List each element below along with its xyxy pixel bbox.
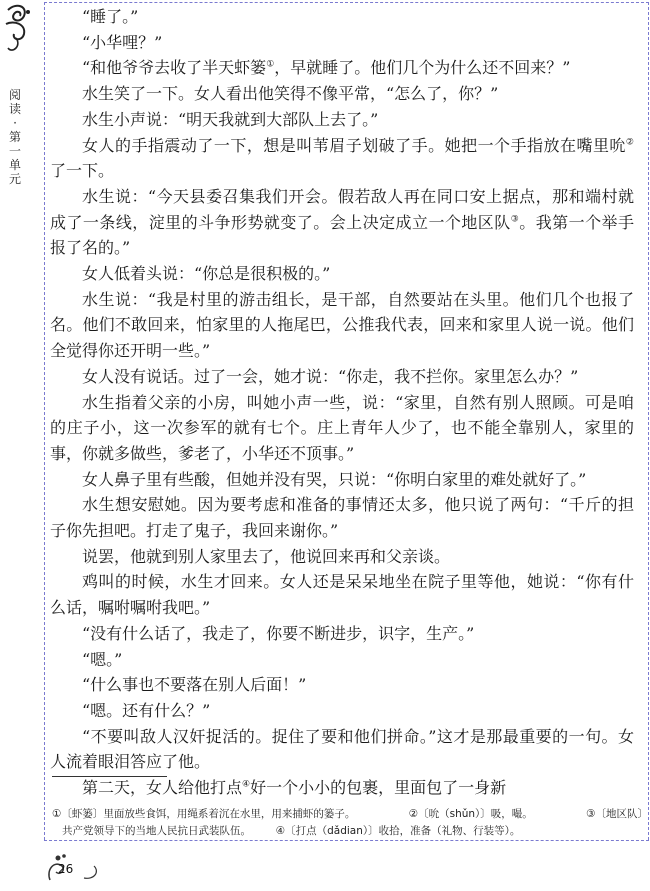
footnote-line (52, 806, 648, 823)
paragraph: “嗯。” (82, 649, 123, 669)
footnotes (52, 806, 648, 840)
paragraph: “嗯。还有什么？” (82, 700, 211, 720)
story-text (50, 4, 634, 801)
paragraph: “什么事也不要落在别人后面！” (82, 675, 307, 695)
section-label-char: 元 (8, 172, 21, 186)
paragraph: 第二天，女人给他打点④好一个小小的包裹，里面包了一身新 (82, 778, 507, 798)
page-frame-top (44, 2, 649, 3)
paragraph: 水生想安慰她。因为要考虑和准备的事情还太多，他只说了两句：“千斤的担子你先担吧。打走了鬼子，我回来谢你。” (50, 495, 634, 541)
section-label-char: 单 (8, 158, 21, 172)
page-number-ornament-icon (44, 850, 104, 886)
paragraph: 水生指着父亲的小房，叫她小声一些，说：“家里，自然有别人照顾。可是咱的庄子小，这一次参军的就有七个。庄上青年人少了，也不能全靠别人，家里的事，你就多做些，爹老了，小华还不顶事。” (50, 392, 634, 463)
footnote-line (52, 823, 648, 840)
paragraph: “小华哩？” (82, 32, 163, 52)
section-label-char: 第 (8, 130, 21, 144)
footnote-marker[interactable]: ② (625, 137, 634, 148)
page-frame-right (648, 2, 649, 840)
paragraph: 水生说：“今天县委召集我们开会。假若敌人再在同口安上据点，那和端村就成了一条线，淀里的斗争形势就变了。会上决定成立一个地区队③。我第一个举手报了名的。” (50, 186, 634, 258)
paragraph: 女人鼻子里有些酸，但她并没有哭，只说：“你明白家里的难处就好了。” (82, 469, 587, 489)
section-label (4, 88, 26, 186)
footnote-3-term: ③〔地区队〕 (586, 808, 648, 820)
page-frame-bottom (44, 840, 649, 841)
footnote-1: ①〔虾篓〕里面放些食饵，用绳系着沉在水里，用来捕虾的篓子。 (52, 808, 356, 820)
paragraph: 水生笑了一下。女人看出他笑得不像平常，“怎么了，你？” (82, 84, 499, 104)
footnote-divider (52, 776, 167, 777)
paragraph: 女人的手指震动了一下，想是叫苇眉子划破了手。她把一个手指放在嘴里吮②了一下。 (50, 135, 634, 181)
section-label-char: · (13, 116, 17, 130)
section-label-char: 一 (8, 144, 21, 158)
footnote-2: ②〔吮（shǔn）〕吸，嘬。 (408, 808, 533, 820)
footnote-marker[interactable]: ① (266, 60, 275, 71)
paragraph: 水生说：“我是村里的游击组长，是干部，自然要站在头里。他们几个也报了名。他们不敢回来，怕家里的人拖尾巴，公推我代表，回来和家里人说一说。他们全觉得你还开明一些。” (50, 289, 634, 361)
footnote-marker[interactable]: ④ (242, 779, 251, 790)
paragraph: “不要叫敌人汉奸捉活的。捉住了要和他们拼命。”这才是那最重要的一句。女人流着眼泪答应了他。 (50, 726, 634, 772)
section-label-char: 读 (8, 102, 21, 116)
page-number: 26 (58, 862, 74, 876)
section-label-char: 阅 (8, 88, 21, 102)
paragraph: 水生小声说：“明天我就到大部队上去了。” (82, 109, 379, 129)
paragraph: “睡了。” (82, 7, 139, 26)
paragraph: 女人没有说话。过了一会，她才说：“你走，我不拦你。家里怎么办？” (82, 366, 579, 386)
paragraph: “和他爷爷去收了半天虾篓①，早就睡了。他们几个为什么还不回来？” (82, 58, 571, 78)
paragraph: 鸡叫的时候，水生才回来。女人还是呆呆地坐在院子里等他，她说：“你有什么话，嘱咐嘱咐我吧。” (50, 572, 634, 618)
footnote-marker[interactable]: ③ (510, 214, 520, 225)
paragraph: 女人低着头说：“你总是很积极的。” (82, 264, 331, 284)
footnote-3-def: 共产党领导下的当地人民抗日武装队伍。 (62, 825, 251, 837)
paragraph: 说罢，他就到别人家里去了，他说回来再和父亲谈。 (82, 546, 451, 566)
corner-ornament-icon (2, 2, 38, 62)
paragraph: “没有什么话了，我走了，你要不断进步，识字，生产。” (82, 623, 475, 643)
footnote-4: ④〔打点（dǎdian）〕收拾，准备（礼物、行装等）。 (275, 825, 521, 837)
page-frame-left (44, 2, 45, 840)
